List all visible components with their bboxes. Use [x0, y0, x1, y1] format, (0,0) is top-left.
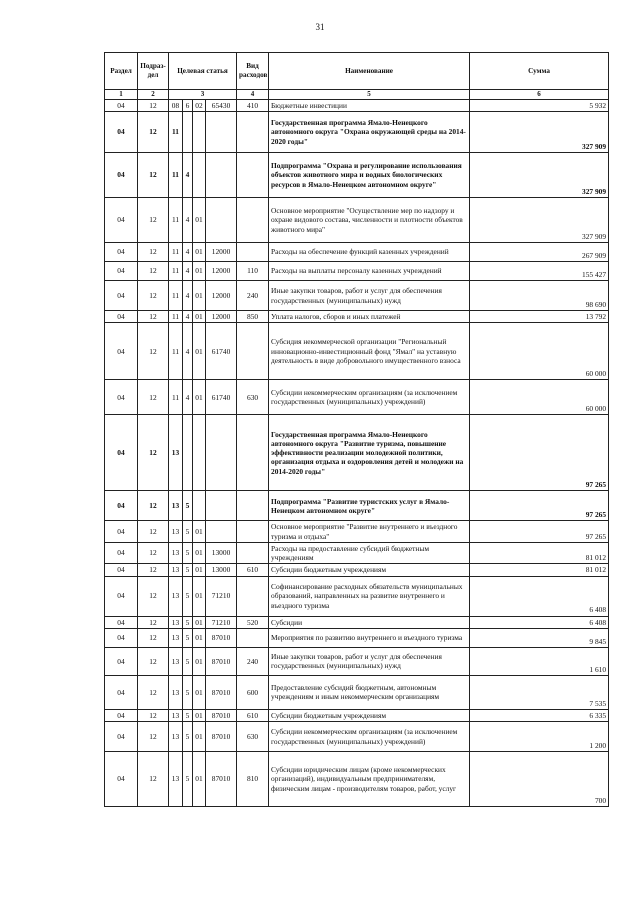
- cell-razdel: 04: [105, 243, 138, 262]
- table-row: [105, 262, 609, 281]
- cell-target-d: 71210: [206, 616, 237, 628]
- cell-target-c: 01: [193, 647, 206, 675]
- cell-razdel: 04: [105, 415, 138, 491]
- cell-target-b: 4: [183, 380, 193, 415]
- cell-podrazdel: 12: [138, 99, 169, 111]
- cell-target-a: 13: [169, 647, 183, 675]
- cell-sum: 81 012: [470, 542, 609, 564]
- cell-target-a: 13: [169, 709, 183, 721]
- page-number: 31: [315, 22, 325, 32]
- cell-target-a: 13: [169, 616, 183, 628]
- cell-vid-rashodov: [237, 153, 269, 198]
- cell-razdel: 04: [105, 198, 138, 243]
- table-row: [105, 564, 609, 576]
- cell-vid-rashodov: [237, 491, 269, 521]
- cell-sum: 1 610: [470, 647, 609, 675]
- cell-target-c: 01: [193, 722, 206, 752]
- header-podrazdel: Подраз- дел: [138, 53, 169, 90]
- cell-target-d: 13000: [206, 542, 237, 564]
- cell-target-a: 08: [169, 99, 183, 111]
- table-row: [105, 709, 609, 721]
- header-name: Наименование: [269, 53, 470, 90]
- cell-target-a: 11: [169, 153, 183, 198]
- cell-name: Субсидии: [269, 616, 470, 628]
- cell-target-d: 71210: [206, 576, 237, 616]
- cell-vid-rashodov: 610: [237, 564, 269, 576]
- cell-target-a: 11: [169, 281, 183, 311]
- cell-sum: 327 909: [470, 198, 609, 243]
- cell-target-d: [206, 198, 237, 243]
- cell-target-b: 5: [183, 564, 193, 576]
- cell-name: Предоставление субсидий бюджетным, автономным учреждениям и иным некоммерческим организациям: [269, 675, 470, 709]
- header-row: [105, 53, 609, 90]
- cell-target-d: 13000: [206, 564, 237, 576]
- cell-razdel: 04: [105, 722, 138, 752]
- cell-podrazdel: 12: [138, 281, 169, 311]
- header-sum: Сумма: [470, 53, 609, 90]
- table-row: [105, 521, 609, 543]
- cell-name: Подпрограмма "Развитие туристских услуг в Ямало-Ненецком автономном округе": [269, 491, 470, 521]
- cell-sum: 6 408: [470, 576, 609, 616]
- table-row: [105, 198, 609, 243]
- cell-vid-rashodov: [237, 576, 269, 616]
- cell-target-b: 5: [183, 709, 193, 721]
- cell-name: Уплата налогов, сборов и иных платежей: [269, 311, 470, 323]
- cell-razdel: 04: [105, 576, 138, 616]
- cell-target-b: 5: [183, 542, 193, 564]
- cell-vid-rashodov: [237, 112, 269, 153]
- cell-podrazdel: 12: [138, 521, 169, 543]
- cell-sum: 327 909: [470, 112, 609, 153]
- cell-target-d: [206, 491, 237, 521]
- cell-target-d: 12000: [206, 243, 237, 262]
- cell-podrazdel: 12: [138, 153, 169, 198]
- cell-name: Основное мероприятие "Осуществление мер по надзору и охране видового состава, численности и плотности объектов животного мира": [269, 198, 470, 243]
- cell-sum: 155 427: [470, 262, 609, 281]
- cell-name: Иные закупки товаров, работ и услуг для обеспечения государственных (муниципальных) нужд: [269, 281, 470, 311]
- cell-target-b: 6: [183, 99, 193, 111]
- cell-podrazdel: 12: [138, 380, 169, 415]
- cell-vid-rashodov: 630: [237, 722, 269, 752]
- cell-target-d: 87010: [206, 722, 237, 752]
- cell-razdel: 04: [105, 521, 138, 543]
- cell-target-c: 01: [193, 616, 206, 628]
- cell-razdel: 04: [105, 616, 138, 628]
- cell-target-b: 5: [183, 628, 193, 647]
- cell-target-d: [206, 415, 237, 491]
- cell-name: Расходы на обеспечение функций казенных учреждений: [269, 243, 470, 262]
- table-row: [105, 99, 609, 111]
- cell-vid-rashodov: [237, 542, 269, 564]
- cell-target-a: 11: [169, 198, 183, 243]
- cell-target-b: 4: [183, 198, 193, 243]
- table-row: [105, 491, 609, 521]
- cell-razdel: 04: [105, 323, 138, 380]
- cell-podrazdel: 12: [138, 262, 169, 281]
- cell-target-c: [193, 491, 206, 521]
- cell-target-b: 4: [183, 262, 193, 281]
- cell-target-d: [206, 112, 237, 153]
- cell-target-c: 01: [193, 564, 206, 576]
- cell-target-d: [206, 521, 237, 543]
- cell-vid-rashodov: 110: [237, 262, 269, 281]
- cell-name: Бюджетные инвестиции: [269, 99, 470, 111]
- cell-name: Государственная программа Ямало-Ненецкого автономного округа "Охрана окружающей среды на 2014-2020 годы": [269, 112, 470, 153]
- cell-target-a: 13: [169, 415, 183, 491]
- cell-target-c: [193, 112, 206, 153]
- cell-target-d: 87010: [206, 675, 237, 709]
- cell-target-d: 12000: [206, 262, 237, 281]
- cell-podrazdel: 12: [138, 752, 169, 807]
- cell-target-c: 01: [193, 262, 206, 281]
- cell-podrazdel: 12: [138, 675, 169, 709]
- cell-target-d: 12000: [206, 311, 237, 323]
- cell-name: Субсидии некоммерческим организациям (за исключением государственных (муниципальных) учреждений): [269, 380, 470, 415]
- cell-target-c: 01: [193, 576, 206, 616]
- cell-target-b: 4: [183, 153, 193, 198]
- cell-target-a: 13: [169, 576, 183, 616]
- cell-podrazdel: 12: [138, 198, 169, 243]
- cell-vid-rashodov: 810: [237, 752, 269, 807]
- column-number-row: [105, 90, 609, 100]
- cell-vid-rashodov: [237, 243, 269, 262]
- table-row: [105, 628, 609, 647]
- cell-podrazdel: 12: [138, 628, 169, 647]
- cell-target-a: 11: [169, 311, 183, 323]
- cell-sum: 327 909: [470, 153, 609, 198]
- colnum: 4: [237, 90, 269, 100]
- colnum: 6: [470, 90, 609, 100]
- cell-target-c: 01: [193, 752, 206, 807]
- cell-vid-rashodov: 240: [237, 281, 269, 311]
- cell-razdel: 04: [105, 752, 138, 807]
- cell-podrazdel: 12: [138, 415, 169, 491]
- cell-razdel: 04: [105, 262, 138, 281]
- table-row: [105, 153, 609, 198]
- cell-target-b: 5: [183, 616, 193, 628]
- cell-razdel: 04: [105, 380, 138, 415]
- cell-target-b: [183, 415, 193, 491]
- cell-podrazdel: 12: [138, 709, 169, 721]
- cell-razdel: 04: [105, 542, 138, 564]
- cell-razdel: 04: [105, 709, 138, 721]
- cell-target-a: 11: [169, 112, 183, 153]
- cell-target-c: 01: [193, 542, 206, 564]
- cell-vid-rashodov: [237, 521, 269, 543]
- table-row: [105, 576, 609, 616]
- table-row: [105, 542, 609, 564]
- cell-name: Субсидии бюджетным учреждениям: [269, 564, 470, 576]
- colnum: 3: [169, 90, 237, 100]
- table-row: [105, 616, 609, 628]
- cell-target-c: 01: [193, 281, 206, 311]
- cell-sum: 9 845: [470, 628, 609, 647]
- cell-target-d: 12000: [206, 281, 237, 311]
- cell-target-a: 13: [169, 675, 183, 709]
- cell-razdel: 04: [105, 112, 138, 153]
- table-row: [105, 311, 609, 323]
- cell-name: Субсидии бюджетным учреждениям: [269, 709, 470, 721]
- cell-target-c: 01: [193, 243, 206, 262]
- cell-target-c: 01: [193, 198, 206, 243]
- cell-sum: 98 690: [470, 281, 609, 311]
- cell-target-c: 02: [193, 99, 206, 111]
- cell-target-b: 5: [183, 675, 193, 709]
- cell-podrazdel: 12: [138, 722, 169, 752]
- cell-podrazdel: 12: [138, 647, 169, 675]
- cell-name: Субсидии юридическим лицам (кроме некоммерческих организаций), индивидуальным предпринимателям, физическим лицам - производителям товаров, работ, услуг: [269, 752, 470, 807]
- cell-target-c: [193, 153, 206, 198]
- table-body: [105, 99, 609, 806]
- cell-sum: 700: [470, 752, 609, 807]
- cell-target-b: 5: [183, 491, 193, 521]
- cell-target-d: 87010: [206, 647, 237, 675]
- table-row: [105, 323, 609, 380]
- cell-sum: 13 792: [470, 311, 609, 323]
- cell-sum: 7 535: [470, 675, 609, 709]
- cell-target-a: 13: [169, 542, 183, 564]
- header-razdel: Раздел: [105, 53, 138, 90]
- cell-sum: 1 200: [470, 722, 609, 752]
- cell-name: Подпрограмма "Охрана и регулирование использования объектов животного мира и водных биологических ресурсов в Ямало-Ненецком автономном округе": [269, 153, 470, 198]
- header-target: Целевая статья: [169, 53, 237, 90]
- cell-target-c: 01: [193, 675, 206, 709]
- cell-target-d: 87010: [206, 628, 237, 647]
- cell-vid-rashodov: [237, 628, 269, 647]
- cell-razdel: 04: [105, 281, 138, 311]
- cell-vid-rashodov: 610: [237, 709, 269, 721]
- cell-sum: 60 000: [470, 323, 609, 380]
- cell-vid-rashodov: [237, 415, 269, 491]
- cell-razdel: 04: [105, 99, 138, 111]
- cell-target-a: 13: [169, 722, 183, 752]
- cell-target-b: 5: [183, 576, 193, 616]
- cell-razdel: 04: [105, 628, 138, 647]
- cell-vid-rashodov: [237, 323, 269, 380]
- table-row: [105, 722, 609, 752]
- cell-target-a: 13: [169, 491, 183, 521]
- cell-name: Иные закупки товаров, работ и услуг для обеспечения государственных (муниципальных) нужд: [269, 647, 470, 675]
- colnum: 5: [269, 90, 470, 100]
- cell-vid-rashodov: 410: [237, 99, 269, 111]
- cell-razdel: 04: [105, 153, 138, 198]
- cell-podrazdel: 12: [138, 243, 169, 262]
- cell-vid-rashodov: 630: [237, 380, 269, 415]
- table-row: [105, 675, 609, 709]
- cell-target-a: 11: [169, 323, 183, 380]
- budget-table: [104, 52, 609, 807]
- cell-name: Государственная программа Ямало-Ненецкого автономного округа "Развитие туризма, повышение эффективности реализации молодежной политики, организация отдыха и оздоровления детей и молодежи на 2014-2020 годы": [269, 415, 470, 491]
- table-row: [105, 281, 609, 311]
- cell-target-d: 61740: [206, 380, 237, 415]
- table-row: [105, 647, 609, 675]
- cell-razdel: 04: [105, 311, 138, 323]
- cell-target-d: 65430: [206, 99, 237, 111]
- table-row: [105, 752, 609, 807]
- cell-target-d: 87010: [206, 709, 237, 721]
- cell-target-a: 11: [169, 243, 183, 262]
- cell-podrazdel: 12: [138, 491, 169, 521]
- cell-target-b: 4: [183, 281, 193, 311]
- cell-name: Субсидии некоммерческим организациям (за исключением государственных (муниципальных) учреждений): [269, 722, 470, 752]
- cell-vid-rashodov: 520: [237, 616, 269, 628]
- header-vid: Вид расходов: [237, 53, 269, 90]
- cell-target-d: 61740: [206, 323, 237, 380]
- colnum: 2: [138, 90, 169, 100]
- cell-name: Мероприятия по развитию внутреннего и въездного туризма: [269, 628, 470, 647]
- cell-sum: 6 408: [470, 616, 609, 628]
- cell-target-b: 4: [183, 243, 193, 262]
- cell-target-a: 11: [169, 262, 183, 281]
- cell-target-b: 5: [183, 722, 193, 752]
- cell-target-c: 01: [193, 709, 206, 721]
- cell-target-c: 01: [193, 628, 206, 647]
- cell-target-a: 13: [169, 564, 183, 576]
- cell-target-c: [193, 415, 206, 491]
- cell-sum: 5 932: [470, 99, 609, 111]
- cell-podrazdel: 12: [138, 616, 169, 628]
- cell-podrazdel: 12: [138, 564, 169, 576]
- cell-target-a: 13: [169, 521, 183, 543]
- cell-razdel: 04: [105, 647, 138, 675]
- cell-name: Софинансирование расходных обязательств муниципальных образований, направленных на развитие внутреннего и въездного туризма: [269, 576, 470, 616]
- table-row: [105, 112, 609, 153]
- cell-sum: 97 265: [470, 521, 609, 543]
- cell-target-d: 87010: [206, 752, 237, 807]
- cell-target-b: [183, 112, 193, 153]
- cell-sum: 97 265: [470, 491, 609, 521]
- cell-target-c: 01: [193, 323, 206, 380]
- cell-target-b: 5: [183, 752, 193, 807]
- cell-podrazdel: 12: [138, 311, 169, 323]
- cell-target-b: 5: [183, 521, 193, 543]
- cell-target-b: 5: [183, 647, 193, 675]
- cell-sum: 97 265: [470, 415, 609, 491]
- cell-sum: 60 000: [470, 380, 609, 415]
- cell-name: Расходы на предоставление субсидий бюджетным учреждениям: [269, 542, 470, 564]
- cell-sum: 81 012: [470, 564, 609, 576]
- cell-razdel: 04: [105, 675, 138, 709]
- cell-target-c: 01: [193, 311, 206, 323]
- cell-target-b: 4: [183, 323, 193, 380]
- cell-target-a: 13: [169, 752, 183, 807]
- cell-target-c: 01: [193, 521, 206, 543]
- cell-target-a: 13: [169, 628, 183, 647]
- cell-target-b: 4: [183, 311, 193, 323]
- cell-vid-rashodov: 240: [237, 647, 269, 675]
- cell-podrazdel: 12: [138, 323, 169, 380]
- cell-target-a: 11: [169, 380, 183, 415]
- cell-target-c: 01: [193, 380, 206, 415]
- cell-podrazdel: 12: [138, 542, 169, 564]
- cell-sum: 267 909: [470, 243, 609, 262]
- cell-sum: 6 335: [470, 709, 609, 721]
- cell-vid-rashodov: 850: [237, 311, 269, 323]
- cell-target-d: [206, 153, 237, 198]
- cell-name: Основное мероприятие "Развитие внутреннего и въездного туризма и отдыха": [269, 521, 470, 543]
- table-row: [105, 380, 609, 415]
- cell-razdel: 04: [105, 564, 138, 576]
- table-row: [105, 415, 609, 491]
- cell-podrazdel: 12: [138, 576, 169, 616]
- cell-vid-rashodov: 600: [237, 675, 269, 709]
- table-row: [105, 243, 609, 262]
- cell-podrazdel: 12: [138, 112, 169, 153]
- cell-name: Субсидия некоммерческой организации "Региональный инновационно-инвестиционный фонд "Ямал" на уставную деятельность в виде добровольного имущественного взноса: [269, 323, 470, 380]
- cell-name: Расходы на выплаты персоналу казенных учреждений: [269, 262, 470, 281]
- colnum: 1: [105, 90, 138, 100]
- cell-razdel: 04: [105, 491, 138, 521]
- cell-vid-rashodov: [237, 198, 269, 243]
